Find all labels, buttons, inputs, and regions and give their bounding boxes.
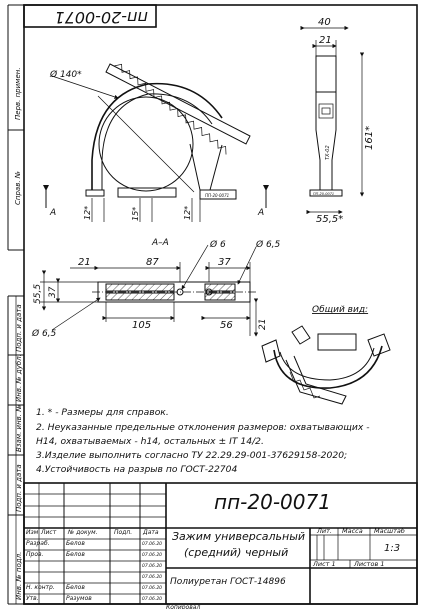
tb-name-5: Разумов [66, 595, 92, 602]
notes [36, 407, 370, 475]
arrow-a-left: A [50, 208, 57, 218]
tb-date-3: 07.06.20 [142, 575, 163, 580]
tb-role-1: Пров. [26, 551, 44, 558]
tb-date-5: 07.06.20 [142, 597, 163, 602]
dim-37-left: 37 [48, 286, 58, 298]
tb-name-4: Белов [66, 584, 85, 591]
side-view [304, 17, 375, 225]
dim-d6: Ø 6 [210, 240, 226, 250]
note-1: 1. * - Размеры для справок. [36, 407, 169, 418]
tb-h-izm: Изм [26, 529, 39, 536]
dim-37-top: 37 [218, 257, 231, 268]
copied-label: Копировал [166, 604, 201, 609]
tb-scale-h: Масштаб [374, 527, 405, 535]
tb-name-0: Белов [66, 540, 85, 547]
top-code: пп-20-0071 [54, 8, 148, 27]
rib-label: ПП-20-0071 [205, 193, 230, 198]
dim-21-sec: 21 [78, 257, 91, 268]
title-line-2: (средний) черный [184, 546, 289, 559]
side-label-sprav: Справ. № [14, 170, 22, 205]
dim-161: 161* [364, 125, 375, 150]
general-view [262, 305, 390, 404]
sheet-num: Лист 1 [313, 560, 336, 568]
tb-date-4: 07.06.20 [142, 586, 163, 591]
top-code-box [24, 5, 156, 27]
tb-date-0: 07.06.20 [142, 542, 163, 547]
title-block [24, 483, 417, 604]
note-3: 3.Изделие выполнить согласно ТУ 22.29.29-001-37629158-2020; [36, 450, 348, 461]
dim-12-right: 12* [183, 205, 192, 220]
dim-55-5: 55,5 [33, 283, 43, 304]
dim-15: 15* [131, 206, 140, 221]
side-label-podp1: Подп. и дата [15, 304, 23, 352]
scale-value: 1:3 [384, 543, 401, 554]
title-line-1: Зажим универсальный [172, 530, 306, 543]
tb-date-2: 07.06.20 [142, 564, 163, 569]
tb-role-5: Утв. [26, 595, 39, 602]
side-label-vzam: Взам. инв. № [15, 404, 23, 452]
dim-40: 40 [318, 17, 331, 28]
dim-d6-5-top: Ø 6,5 [256, 240, 281, 250]
tb-date-1: 07.06.20 [142, 553, 163, 558]
section-label: A–A [152, 238, 169, 248]
front-view [46, 62, 266, 222]
tb-role-0: Разраб. [26, 540, 50, 547]
left-margin-table [8, 5, 24, 604]
material: Полиуретан ГОСТ-14896 [170, 577, 286, 587]
sheets-total: Листов 1 [354, 560, 385, 568]
tb-h-date: Дата [143, 529, 159, 536]
note-4: 4.Устойчивость на разрыв по ГОСТ-22704 [36, 464, 238, 475]
dim-55-5s: 55,5* [316, 214, 344, 225]
side-mark2: ПП-20-0071 [313, 192, 335, 196]
tb-name-1: Белов [66, 551, 85, 558]
dim-d6-5-left: Ø 6,5 [32, 329, 57, 339]
dim-105: 105 [132, 320, 152, 331]
arrow-a-right: A [258, 208, 265, 218]
tb-role-4: Н. контр. [26, 584, 55, 591]
dim-d140: Ø 140* [50, 70, 82, 80]
note-2b: H14, охватываемых - h14, остальных ± IT 14/2. [36, 436, 264, 447]
side-mark: ТХ-02 [325, 145, 331, 160]
section-view [31, 238, 281, 339]
dim-12-left: 12* [83, 205, 92, 220]
tb-lit: Лит. [317, 527, 332, 535]
note-2: 2. Неуказанные предельные отклонения размеров: охватывающих - [36, 422, 370, 433]
side-label-inv-podl: Инв. № подл. [15, 551, 23, 600]
dim-21-right: 21 [258, 318, 268, 330]
main-code: пп-20-0071 [214, 490, 331, 514]
side-label-podp2: Подп. и дата [15, 464, 23, 512]
dim-21-top: 21 [319, 35, 332, 46]
tb-h-list: Лист [41, 529, 57, 536]
tb-mass: Масса [342, 527, 363, 535]
tb-h-docnum: № докум. [68, 529, 98, 536]
side-label-inv-dubl: Инв. № дубл. [15, 354, 23, 402]
dim-56: 56 [220, 320, 233, 331]
general-view-label: Общий вид: [312, 305, 369, 315]
side-label-perv: Перв. примен. [14, 67, 22, 120]
dim-87: 87 [146, 257, 159, 268]
tb-h-sign: Подп. [114, 529, 133, 536]
